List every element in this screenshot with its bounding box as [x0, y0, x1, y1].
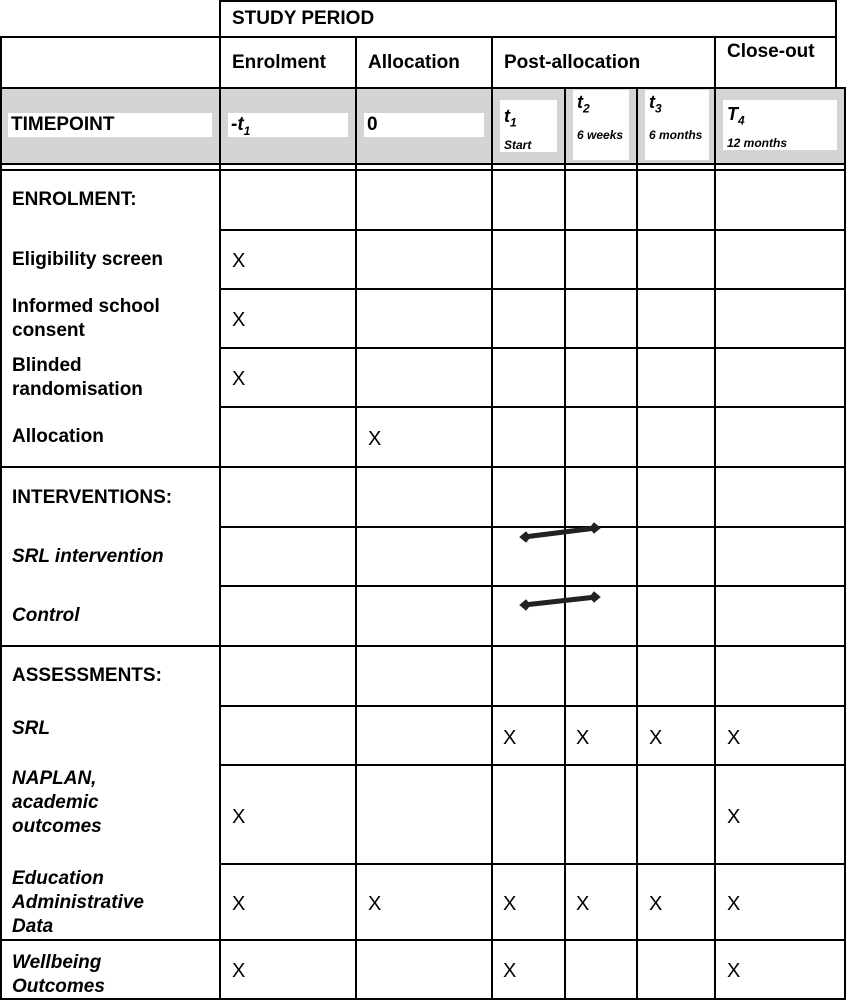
mark-wellbeing-t1: X: [503, 960, 517, 982]
mark-srl-t1: X: [503, 727, 517, 749]
enrolment-section-heading: ENROLMENT:: [12, 189, 137, 210]
mark-education-t1: X: [503, 893, 517, 915]
row-informed-consent-line1: Informed school: [12, 296, 160, 317]
srl-intervention-duration-arrow: [520, 523, 600, 542]
mark-education-t3: X: [649, 893, 663, 915]
row-blinded-randomisation-line1: Blinded: [12, 355, 82, 376]
row-allocation: Allocation: [12, 426, 104, 447]
control-duration-arrow: [520, 592, 600, 610]
allocation-column-heading: Allocation: [368, 52, 460, 73]
timepoint-t3-box: [645, 90, 709, 160]
timepoint-label-box: [8, 113, 212, 137]
mark-education-enrolment: X: [232, 893, 246, 915]
timepoint-t2-note: 6 weeks: [577, 127, 624, 142]
mark-education-allocation: X: [368, 893, 382, 915]
row-education-data-line3: Data: [12, 916, 54, 937]
timepoint-t4-note: 12 months: [727, 135, 788, 150]
mark-education-t4: X: [727, 893, 741, 915]
row-wellbeing-line2: Outcomes: [12, 976, 105, 997]
mark-wellbeing-enrolment: X: [232, 960, 246, 982]
assessments-section-heading: ASSESSMENTS:: [12, 665, 162, 686]
mark-srl-t2: X: [576, 727, 590, 749]
timepoint-t4: $T_4$: [727, 104, 745, 128]
row-education-data-line1: Education: [12, 868, 104, 889]
timepoint-t1-note: Start: [504, 137, 532, 152]
timepoint-t1: $t_1$: [504, 106, 517, 130]
timepoint-t3: $t_3$: [649, 92, 662, 116]
mark-naplan-t4: X: [727, 806, 741, 828]
timepoint-allocation-box: [364, 113, 484, 137]
mark-srl-t4: X: [727, 727, 741, 749]
timepoint-allocation: 0: [367, 114, 378, 135]
row-srl-intervention: SRL intervention: [12, 546, 164, 567]
mark-blinded-enrolment: X: [232, 368, 246, 390]
row-blinded-randomisation-line2: randomisation: [12, 379, 143, 400]
mark-education-t2: X: [576, 893, 590, 915]
timepoint-t2-box: [573, 90, 629, 160]
close-out-column-heading: Close-out: [727, 41, 815, 62]
timepoint-t3-note: 6 months: [649, 127, 703, 142]
timepoint-enrolment: $-t_1$: [231, 114, 251, 138]
row-eligibility-screen: Eligibility screen: [12, 249, 163, 270]
row-informed-consent-line2: consent: [12, 320, 85, 341]
mark-allocation-allocation: X: [368, 428, 382, 450]
study-period-heading: STUDY PERIOD: [232, 8, 375, 29]
timepoint-t2: $t_2$: [577, 92, 590, 116]
timepoint-label: TIMEPOINT: [11, 114, 115, 135]
row-control: Control: [12, 605, 80, 626]
mark-naplan-enrolment: X: [232, 806, 246, 828]
row-naplan-line2: academic: [12, 792, 99, 813]
row-education-data-line2: Administrative: [12, 892, 144, 913]
mark-eligibility-enrolment: X: [232, 250, 246, 272]
row-srl: SRL: [12, 718, 50, 739]
row-naplan-line3: outcomes: [12, 816, 102, 837]
row-wellbeing-line1: Wellbeing: [12, 952, 102, 973]
mark-srl-t3: X: [649, 727, 663, 749]
timepoint-t1-box: [500, 100, 557, 152]
timepoint-t4-box: [723, 100, 837, 150]
interventions-section-heading: INTERVENTIONS:: [12, 487, 173, 508]
row-naplan-line1: NAPLAN,: [12, 768, 97, 789]
timepoint-enrolment-box: [228, 113, 348, 137]
mark-wellbeing-t4: X: [727, 960, 741, 982]
post-allocation-column-heading: Post-allocation: [504, 52, 641, 73]
enrolment-column-heading: Enrolment: [232, 52, 326, 73]
mark-consent-enrolment: X: [232, 309, 246, 331]
